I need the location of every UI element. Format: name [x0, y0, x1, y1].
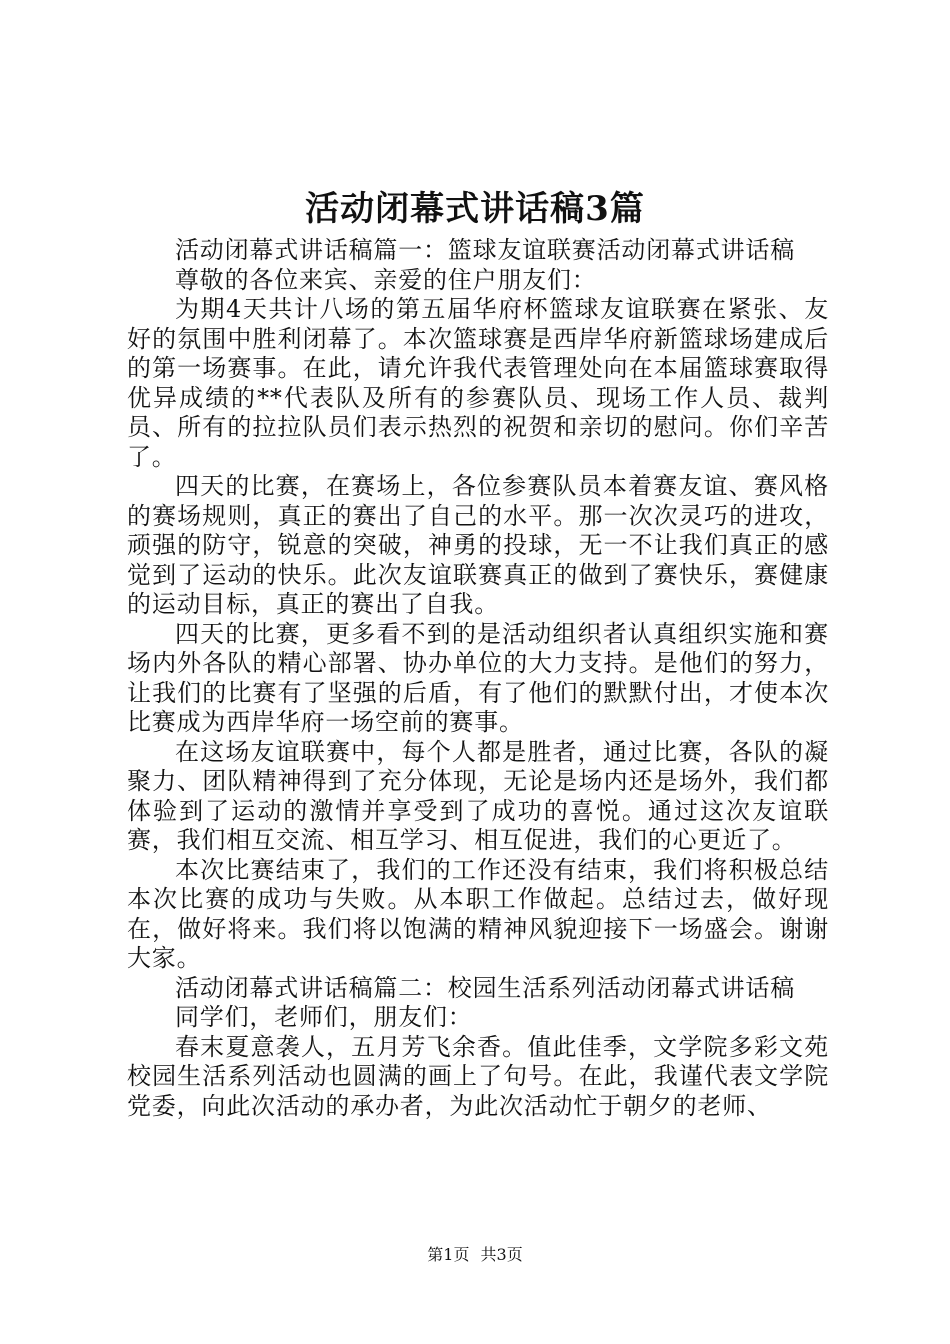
paragraph-heading-part-one: 活动闭幕式讲话稿篇一：篮球友谊联赛活动闭幕式讲话稿: [175, 236, 795, 264]
paragraph: 四天的比赛，在赛场上，各位参赛队员本着赛友谊、赛风格的赛场规则，真正的赛出了自己的水平。那一次次灵巧的进攻，顽强的防守，锐意的突破，神勇的投球，无一不让我们真正的感觉到了运动的快乐。此次友谊联赛真正的做到了赛快乐，赛健康的运动目标，真正的赛出了自我。: [127, 472, 829, 618]
paragraph: 春末夏意袭人，五月芳飞余香。值此佳季，文学院多彩文苑校园生活系列活动也圆满的画上了句号。在此，我谨代表文学院党委，向此次活动的承办者，为此次活动忙于朝夕的老师、: [127, 1032, 829, 1120]
page-number: 第1页: [427, 1245, 470, 1264]
document-title: 活动闭幕式讲话稿3篇: [305, 189, 645, 229]
paragraph: 在这场友谊联赛中，每个人都是胜者，通过比赛，各队的凝聚力、团队精神得到了充分体现，无论是场内还是场外，我们都体验到了运动的激情并享受到了成功的喜悦。通过这次友谊联赛，我们相互交流、相互学习、相互促进，我们的心更近了。: [127, 737, 829, 854]
paragraph: 为期4天共计八场的第五届华府杯篮球友谊联赛在紧张、友好的氛围中胜利闭幕了。本次篮球赛是西岸华府新篮球场建成后的第一场赛事。在此，请允许我代表管理处向在本届篮球赛取得优异成绩的**代表队及所有的参赛队员、现场工作人员、裁判员、所有的拉拉队员们表示热烈的祝贺和亲切的慰问。你们辛苦了。: [127, 295, 829, 471]
page-footer: [0, 1243, 950, 1267]
paragraph: 本次比赛结束了，我们的工作还没有结束，我们将积极总结本次比赛的成功与失败。从本职工作做起。总结过去，做好现在，做好将来。我们将以饱满的精神风貌迎接下一场盛会。谢谢大家。: [127, 855, 829, 972]
paragraph: 四天的比赛，更多看不到的是活动组织者认真组织实施和赛场内外各队的精心部署、协办单位的大力支持。是他们的努力，让我们的比赛有了坚强的后盾，有了他们的默默付出，才使本次比赛成为西岸华府一场空前的赛事。: [127, 619, 829, 736]
paragraph-salutation-two: 同学们，老师们，朋友们：: [175, 1003, 473, 1031]
page-total: 共3页: [480, 1245, 523, 1264]
document-body: [127, 236, 829, 1121]
paragraph-salutation-one: 尊敬的各位来宾、亲爱的住户朋友们：: [175, 265, 597, 294]
paragraph-heading-part-two: 活动闭幕式讲话稿篇二：校园生活系列活动闭幕式讲话稿: [175, 973, 795, 1002]
